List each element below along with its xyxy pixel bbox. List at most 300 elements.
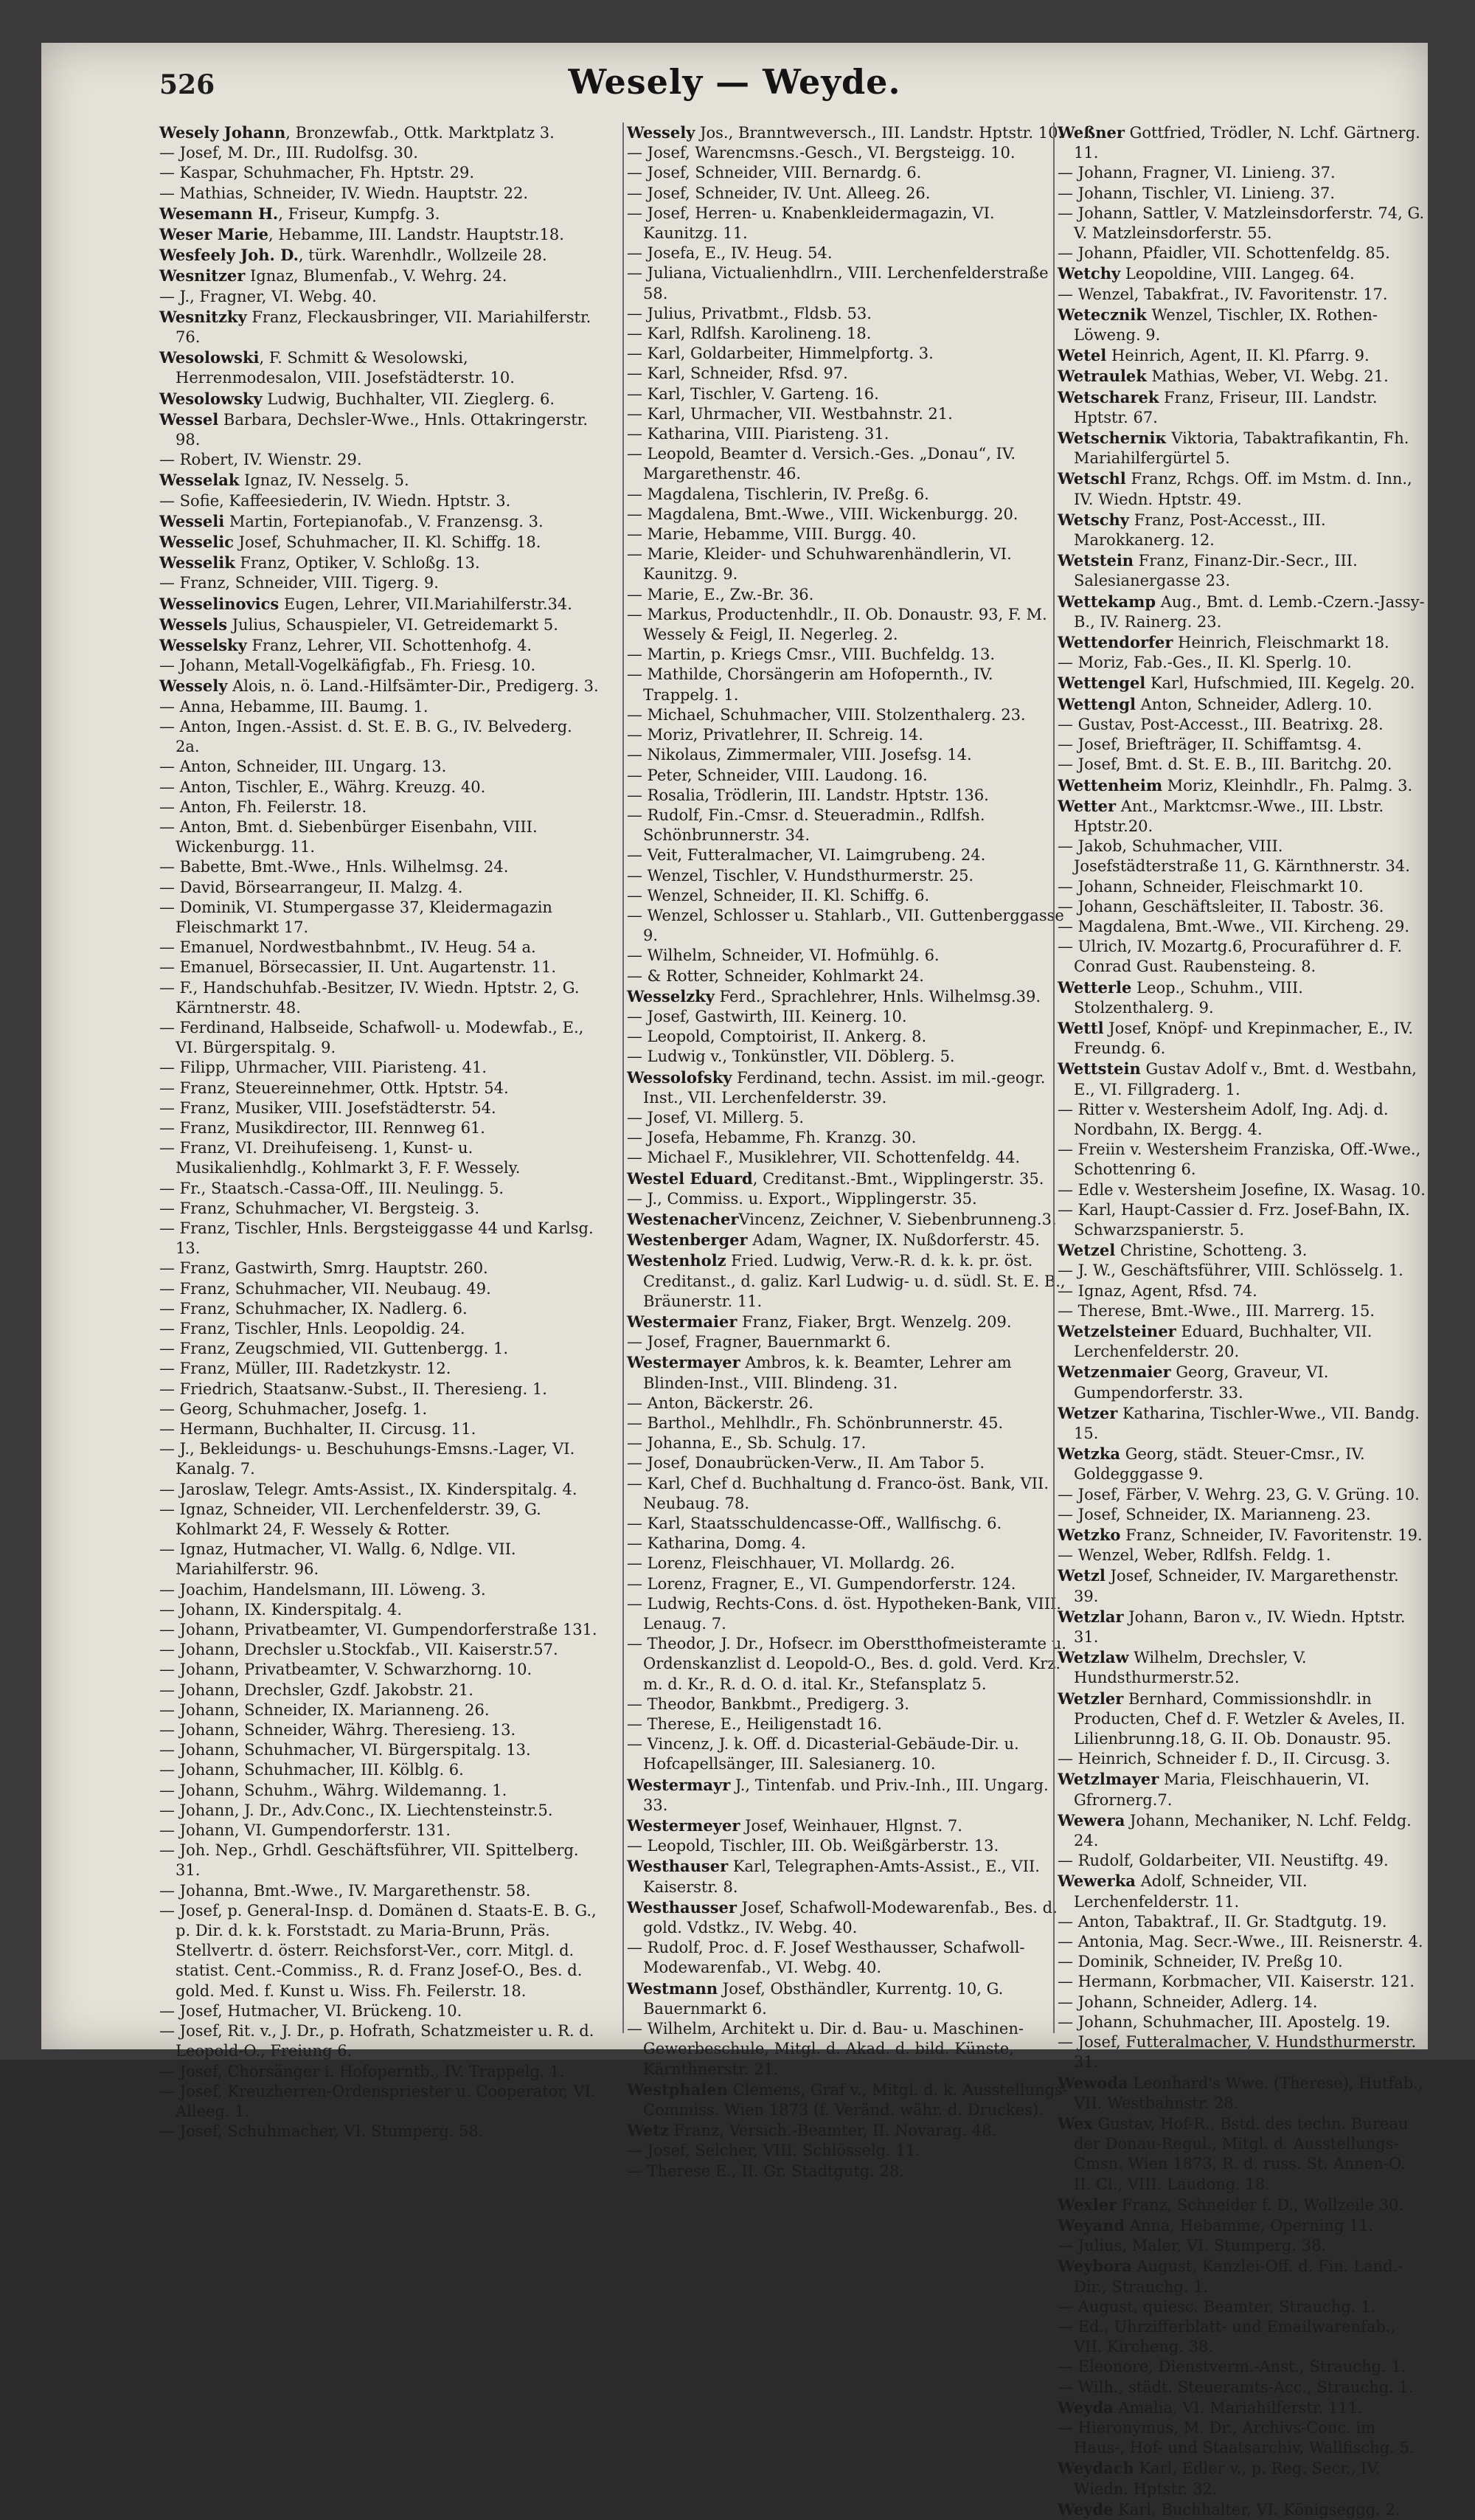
entry-details: — Karl, Haupt-Cassier d. Frz. Josef-Bahn, IX. Schwarzspanierstr. 5. [1058, 1200, 1410, 1239]
entry-surname: Weyde [1058, 2499, 1114, 2519]
directory-entry [159, 878, 600, 898]
entry-surname: Wetscharek [1058, 387, 1159, 406]
entry-surname: Wewoda [1058, 2073, 1128, 2092]
directory-entry [159, 635, 600, 656]
directory-entry [627, 1007, 1068, 1027]
entry-details: Bernhard, Commissionshdlr. in Producten, Chef d. F. Wetzler & Aveles, II. Lilienbrunng.18, G. II. Ob. Donaustr. 95. [1074, 1689, 1406, 1748]
entry-details: Franz, Fiaker, Brgt. Wenzelg. 209. [737, 1312, 1012, 1331]
entry-details: Fried. Ludwig, Verw.-R. d. k. k. pr. öst. Creditanst., d. galiz. Karl Ludwig- u. d. südl. St. E. B., Bräunerstr. 11. [643, 1252, 1066, 1310]
entry-details: — Emanuel, Nordwestbahnbmt., IV. Heug. 54 a. [159, 938, 536, 957]
entry-details: — Mathias, Schneider, IV. Wiedn. Hauptstr. 22. [159, 184, 529, 202]
directory-entry [627, 204, 1068, 243]
entry-details: — Josef, Färber, V. Wehrg. 23, G. V. Grüng. 10. [1058, 1485, 1420, 1503]
entry-surname: Westermaier [627, 1312, 738, 1331]
directory-entry [627, 745, 1068, 765]
entry-details: — Josef, Hutmacher, VI. Brückeng. 10. [159, 2001, 462, 2020]
entry-details: Amalia, VI. Mariahilferstr. 111. [1113, 2398, 1363, 2417]
entry-details: Josef, Schneider, IV. Margarethenstr. 39. [1074, 1567, 1399, 1605]
directory-entry [1058, 1749, 1426, 1769]
entry-details: Franz, Post-Accesst., III. Marokkanerg. 12. [1074, 510, 1326, 550]
entry-surname: Westhausser [627, 1897, 737, 1917]
directory-entry [1058, 428, 1426, 468]
entry-surname: Weydach [1058, 2459, 1134, 2478]
entry-details: — Therese, Bmt.-Wwe., III. Marrerg. 15. [1058, 1301, 1375, 1320]
entry-details: , Hebamme, III. Landstr. Hauptstr.18. [268, 226, 564, 244]
entry-details: — Rosalia, Trödlerin, III. Landstr. Hptstr. 136. [627, 786, 989, 804]
directory-entry [1058, 285, 1426, 305]
entry-details: — Therese E., II. Gr. Stadtgutg. 28. [627, 2161, 904, 2180]
directory-entry [627, 263, 1068, 303]
directory-entry [1058, 2256, 1426, 2296]
directory-entry [159, 1781, 600, 1801]
entry-details: Wilhelm, Drechsler, V. Hundsthurmerstr.52. [1074, 1649, 1307, 1687]
directory-entry [159, 1319, 600, 1339]
directory-entry [159, 1660, 600, 1680]
directory-entry [159, 1680, 600, 1700]
entry-details: — Franz, Schuhmacher, VI. Bergsteig. 3. [159, 1199, 480, 1217]
entry-details: — Johann, Sattler, V. Matzleinsdorferstr. 74, G. V. Matzleinsdorferstr. 55. [1058, 204, 1425, 243]
entry-details: — Josef, Schneider, IV. Unt. Alleeg. 26. [627, 184, 931, 202]
directory-entry [1058, 2317, 1426, 2357]
directory-entry [159, 1841, 600, 1880]
directory-entry [159, 717, 600, 757]
directory-entry [159, 857, 600, 877]
entry-details: Josef, Knöpf- und Krepinmacher, E., IV. Freundg. 6. [1074, 1019, 1414, 1058]
directory-entry [159, 958, 600, 977]
entry-details: — Josef, Schneider, VIII. Bernardg. 6. [627, 164, 922, 182]
entry-details: — Johann, Fragner, VI. Linieng. 37. [1058, 164, 1336, 182]
entry-surname: Wetzlmayer [1058, 1770, 1159, 1789]
directory-entry [627, 364, 1068, 384]
directory-entry [159, 2062, 600, 2082]
directory-entry [1058, 122, 1426, 163]
directory-entry [159, 1540, 600, 1579]
entry-details: — Georg, Schuhmacher, Josefg. 1. [159, 1399, 428, 1418]
directory-entry [1058, 1301, 1426, 1321]
directory-entry [159, 1018, 600, 1058]
entry-surname: Wetter [1058, 796, 1117, 815]
entry-details: — Franz, Tischler, Hnls. Bergsteiggasse 44 und Karlsg. 13. [159, 1219, 594, 1258]
entry-details: — Franz, Musikdirector, III. Rennweg 61. [159, 1118, 485, 1137]
directory-entry [627, 122, 1068, 143]
entry-surname: Wetraulek [1058, 367, 1147, 386]
directory-entry [159, 615, 600, 635]
entry-details: — Johann, Schneider, Währg. Theresieng. 13. [159, 1721, 516, 1740]
entry-surname: Westel Eduard [627, 1169, 753, 1188]
entry-details: — Theodor, J. Dr., Hofsecr. im Oberstthofmeisteramte u. Ordenskanzlist d. Leopold-O., Bes. d. gold. Verd. Krz. m. d. Kr., R. d. O. d. ital. Kr., Stefansplatz 5. [627, 1635, 1066, 1693]
directory-entry [627, 1312, 1068, 1332]
entry-details: — Leopold, Comptoirist, II. Ankerg. 8. [627, 1028, 927, 1046]
entry-surname: Wesselic [159, 533, 234, 552]
entry-surname: Wex [1058, 2114, 1093, 2133]
entry-details: — J., Fragner, VI. Webg. 40. [159, 287, 377, 305]
entry-details: — Marie, E., Zw.-Br. 36. [627, 585, 814, 603]
entry-details: — Anton, Ingen.-Assist. d. St. E. B. G., IV. Belvederg. 2a. [159, 717, 572, 756]
entry-details: Johann, Mechaniker, N. Lchf. Feldg. 24. [1074, 1811, 1412, 1850]
directory-entry [159, 347, 600, 388]
directory-entry [627, 1514, 1068, 1534]
entry-details: — Gustav, Post-Accesst., III. Beatrixg. 28. [1058, 715, 1384, 733]
directory-entry [1058, 1321, 1426, 1362]
page-number: 526 [159, 69, 215, 100]
directory-entry [159, 2001, 600, 2021]
entry-details: — Josefa, Hebamme, Fh. Kranzg. 30. [627, 1129, 917, 1147]
directory-entry [627, 786, 1068, 806]
entry-details: — Ed., Uhrzifferblatt- und Emailwarenfab., VII. Kircheng. 38. [1058, 2317, 1396, 2356]
entry-details: Karl, Telegraphen-Amts-Assist., E., VII. Kaiserstr. 8. [643, 1858, 1040, 1896]
directory-entry [1058, 632, 1426, 653]
entry-details: Ignaz, IV. Nesselg. 5. [239, 471, 409, 490]
entry-surname: Wetzler [1058, 1689, 1124, 1708]
entry-surname: Wessely [159, 676, 228, 696]
directory-entry [159, 757, 600, 777]
entry-details: — Johann, Privatbeamter, V. Schwarzhorng. 10. [159, 1661, 532, 1679]
entry-details: Barbara, Dechsler-Wwe., Hnls. Ottakringerstr. 98. [176, 410, 589, 449]
entry-surname: Wesnitzky [159, 307, 247, 326]
directory-entry [627, 1148, 1068, 1168]
entry-details: — Wenzel, Tabakfrat., IV. Favoritenstr. 17. [1058, 285, 1388, 303]
entry-details: — Juliana, Victualienhdlrn., VIII. Lerchenfelderstraße 58. [627, 264, 1049, 302]
entry-details: — Ignaz, Hutmacher, VI. Wallg. 6, Ndlge. VII. Mariahilferstr. 96. [159, 1540, 516, 1579]
entry-details: — Johann, Schuhmacher, VI. Bürgerspitalg. 13. [159, 1741, 531, 1759]
entry-details: Maria, Fleischhauerin, VI. Gfrornerg.7. [1074, 1770, 1370, 1809]
entry-details: Ignaz, Blumenfab., V. Wehrg. 24. [245, 267, 507, 285]
entry-details: — Wilhelm, Schneider, VI. Hofmühlg. 6. [627, 946, 940, 965]
entry-details: — Joachim, Handelsmann, III. Löweng. 3. [159, 1580, 486, 1599]
entry-details: Katharina, Tischler-Wwe., VII. Bandg. 15. [1074, 1404, 1420, 1442]
directory-entry [1058, 1140, 1426, 1180]
entry-surname: Westermayer [627, 1353, 740, 1372]
directory-entry [627, 1413, 1068, 1433]
entry-details: Franz, Friseur, III. Landstr. Hptstr. 67. [1074, 388, 1378, 426]
entry-details: — Julius, Maler, VI. Stumperg. 38. [1058, 2237, 1327, 2255]
entry-surname: Wettenheim [1058, 775, 1163, 795]
entry-details: , türk. Warenhdlr., Wollzeile 28. [298, 246, 547, 265]
directory-entry [1058, 2357, 1426, 2377]
directory-entry [1058, 715, 1426, 735]
directory-entry [627, 1230, 1068, 1250]
entry-surname: Wesselak [159, 471, 240, 490]
entry-details: — Wilhelm, Architekt u. Dir. d. Bau- u. Maschinen-Gewerbeschule, Mitgl. d. Akad. d. bild. Künste, Kärnthnerstr. 21. [627, 2020, 1024, 2078]
entry-details: — Josef, Futteralmacher, V. Hundsthurmerstr. 31. [1058, 2033, 1417, 2071]
directory-entry [159, 511, 600, 532]
entry-details: — Johann, VI. Gumpendorferstr. 131. [159, 1821, 451, 1840]
entry-details: — Franz, Müller, III. Radetzkystr. 12. [159, 1360, 451, 1378]
entry-details: — Karl, Rdlfsh. Karolineng. 18. [627, 325, 872, 343]
entry-surname: Wesolowsky [159, 389, 263, 408]
entry-details: — Johanna, E., Sb. Schulg. 17. [627, 1434, 867, 1453]
entry-surname: Westenacher [627, 1209, 739, 1228]
directory-entry [159, 1098, 600, 1118]
directory-entry [1058, 837, 1426, 876]
entry-details: Franz, Schneider, IV. Favoritenstr. 19. [1120, 1526, 1423, 1545]
directory-entry [159, 1881, 600, 1901]
directory-entry [627, 906, 1068, 946]
directory-entry [1058, 2195, 1426, 2215]
directory-entry [1058, 468, 1426, 509]
entry-details: — Wilh., städt. Steueramts-Acc., Strauchg. 1. [1058, 2378, 1414, 2396]
entry-details: — Wenzel, Weber, Rdlfsh. Feldg. 1. [1058, 1546, 1331, 1565]
entry-details: — Karl, Tischler, V. Garteng. 16. [627, 384, 879, 403]
directory-entry [159, 1219, 600, 1259]
directory-entry [1058, 1607, 1426, 1647]
directory-entry [159, 2082, 600, 2122]
directory-entry [1058, 1180, 1426, 1200]
directory-entry [627, 485, 1068, 505]
entry-details: Franz, Finanz-Dir.-Secr., III. Salesianergasse 23. [1074, 552, 1358, 590]
entry-details: — Johann, Drechsler u.Stockfab., VII. Kaiserstr.57. [159, 1641, 558, 1659]
directory-entry [627, 1836, 1068, 1856]
entry-details: — Friedrich, Staatsanw.-Subst., II. Theresieng. 1. [159, 1380, 547, 1398]
directory-entry [159, 224, 600, 245]
directory-entry [1058, 1403, 1426, 1444]
entry-details: — Wenzel, Schneider, II. Kl. Schiffg. 6. [627, 886, 930, 904]
entry-details: Christine, Schotteng. 3. [1115, 1242, 1308, 1260]
entry-details: Josef, Weinhauer, Hlgnst. 7. [740, 1817, 962, 1835]
directory-entry [627, 404, 1068, 424]
directory-entry [1058, 673, 1426, 693]
entry-details: — Ludwig v., Tonkünstler, VII. Döblerg. 5. [627, 1048, 955, 1066]
directory-entry [1058, 1018, 1426, 1059]
entry-surname: Wetzlaw [1058, 1648, 1129, 1667]
entry-details: Leop., Schuhm., VIII. Stolzenthalerg. 9. [1074, 978, 1303, 1017]
directory-entry [1058, 694, 1426, 715]
directory-entry [159, 307, 600, 347]
entry-surname: Wetzlar [1058, 1607, 1124, 1626]
entry-details: — Ludwig, Rechts-Cons. d. öst. Hypotheken-Bank, VIII. Lenaug. 7. [627, 1594, 1061, 1633]
entry-surname: Wetzenmaier [1058, 1363, 1171, 1382]
entry-details: — Hermann, Korbmacher, VII. Kaiserstr. 121. [1058, 1973, 1415, 1991]
directory-entry [159, 1118, 600, 1138]
entry-surname: Westermeyer [627, 1816, 740, 1835]
entry-surname: Westenberger [627, 1230, 748, 1250]
directory-entry [1058, 1362, 1426, 1402]
directory-entry [627, 444, 1068, 484]
entry-details: Franz, Lehrer, VII. Schottenhofg. 4. [246, 637, 532, 655]
entry-surname: Westphalen [627, 2080, 728, 2099]
directory-entry [627, 2019, 1068, 2080]
directory-entry [1058, 1993, 1426, 2012]
directory-entry [159, 1439, 600, 1479]
entry-surname: Wesely Johann [159, 123, 286, 142]
entry-details: — Josef, Herren- u. Knabenkleidermagazin, VI. Kaunitzg. 11. [627, 204, 995, 243]
entry-details: — Rudolf, Proc. d. F. Josef Westhausser, Schafwoll-Modewarenfab., VI. Webg. 40. [627, 1939, 1025, 1977]
page-header [41, 58, 1428, 117]
entry-surname: Wettengl [1058, 694, 1136, 713]
entry-surname: Weyand [1058, 2215, 1125, 2235]
entry-surname: Wetchy [1058, 264, 1121, 283]
directory-entry [627, 1433, 1068, 1453]
directory-entry [1058, 204, 1426, 243]
directory-entry [627, 344, 1068, 364]
entry-details: — Anna, Hebamme, III. Baumg. 1. [159, 697, 428, 716]
entry-surname: Westmann [627, 1979, 718, 1998]
directory-entry [1058, 1059, 1426, 1099]
entry-details: — Anton, Bmt. d. Siebenbürger Eisenbahn, VIII. Wickenburgg. 11. [159, 817, 538, 856]
directory-entry [1058, 1689, 1426, 1750]
directory-entry [1058, 937, 1426, 977]
directory-entry [627, 1067, 1068, 1108]
directory-entry [1058, 1100, 1426, 1140]
entry-details: — Emanuel, Börsecassier, II. Unt. Augartenstr. 11. [159, 958, 557, 977]
column-3 [1053, 122, 1426, 2519]
entry-details: — Magdalena, Bmt.-Wwe., VII. Kircheng. 29. [1058, 917, 1410, 935]
entry-details: — Franz, Schuhmacher, VII. Neubaug. 49. [159, 1279, 491, 1298]
directory-entry [159, 697, 600, 717]
entry-surname: Wesselzky [627, 986, 715, 1005]
directory-entry [1058, 510, 1426, 550]
entry-surname: Wetzko [1058, 1526, 1121, 1545]
entry-details: — Robert, IV. Wienstr. 29. [159, 451, 362, 469]
entry-details: — Moriz, Privatlehrer, II. Schreig. 14. [627, 726, 923, 744]
entry-surname: Wetscherniк [1058, 429, 1167, 448]
entry-details: — Anton, Tabaktraf., II. Gr. Stadtgutg. 19. [1058, 1912, 1387, 1931]
directory-entry [1058, 877, 1426, 897]
directory-entry [159, 2021, 600, 2061]
directory-entry [627, 1634, 1068, 1695]
directory-entry [627, 986, 1068, 1007]
entry-details: Ludwig, Buchhalter, VII. Zieglerg. 6. [262, 390, 555, 408]
directory-entry [627, 1554, 1068, 1574]
entry-details: Martin, Fortepianofab., V. Franzensg. 3. [224, 512, 544, 530]
entry-details: Ferd., Sprachlehrer, Hnls. Wilhelmsg.39. [714, 987, 1041, 1005]
entry-details: — Franz, Schuhmacher, IX. Nadlerg. 6. [159, 1299, 468, 1318]
directory-entry [1058, 2215, 1426, 2236]
entry-details: — Franz, Gastwirth, Smrg. Hauptstr. 260. [159, 1259, 488, 1278]
directory-entry [627, 1169, 1068, 1189]
entry-details: — Anton, Schneider, III. Ungarg. 13. [159, 758, 447, 776]
directory-entry [1058, 2458, 1426, 2499]
entry-details: — Leopold, Beamter d. Versich.-Ges. „Donau“, IV. Margarethenstr. 46. [627, 445, 1016, 483]
directory-entry [159, 1299, 600, 1319]
directory-entry [627, 1352, 1068, 1393]
directory-entry [159, 898, 600, 938]
entry-details: — Markus, Productenhdlr., II. Ob. Donaustr. 93, F. M. Wessely & Feigl, II. Negerleg. 2. [627, 605, 1047, 644]
entry-details: Josef, Obsthändler, Kurrentg. 10, G. Bauernmarkt 6. [643, 1979, 1004, 2018]
directory-entry [159, 1640, 600, 1660]
entry-details: — Franz, Musiker, VIII. Josefstädterstr. 54. [159, 1098, 496, 1117]
entry-details: Georg, Graveur, VI. Gumpendorferstr. 33. [1074, 1363, 1329, 1402]
entry-details: Jos., Branntweversch., III. Landstr. Hptstr. 10. [695, 124, 1063, 142]
directory-entry [159, 978, 600, 1018]
entry-surname: Wetz [627, 2121, 669, 2140]
directory-entry [159, 1821, 600, 1841]
entry-details: — Barthol., Mehlhdlr., Fh. Schönbrunnerstr. 45. [627, 1414, 1004, 1432]
entry-surname: Wesselik [159, 553, 235, 572]
entry-details: — Josef, Selcher, VIII. Schlösselg. 11. [627, 2142, 920, 2160]
directory-entry [159, 122, 600, 143]
entry-surname: Wetzel [1058, 1241, 1116, 1260]
directory-entry [1058, 977, 1426, 1018]
entry-details: Eduard, Buchhalter, VII. Lerchenfelderstr. 20. [1074, 1322, 1372, 1361]
directory-entry [1058, 2499, 1426, 2520]
entry-details: — Johann, Schuhmacher, III. Kölblg. 6. [159, 1761, 464, 1779]
directory-entry [159, 778, 600, 797]
directory-entry [1058, 1565, 1426, 1606]
directory-entry [159, 1801, 600, 1821]
entry-details: Josef, Schuhmacher, II. Kl. Schiffg. 18. [233, 533, 541, 552]
directory-entry [1058, 1261, 1426, 1281]
entry-details: — Kaspar, Schuhmacher, Fh. Hptstr. 29. [159, 164, 474, 182]
directory-entry [1058, 1485, 1426, 1505]
directory-entry [1058, 1952, 1426, 1972]
directory-entry [627, 1734, 1068, 1774]
entry-details: — Josef, VI. Millerg. 5. [627, 1108, 805, 1126]
entry-details: Karl, Buchhalter, VI. Königseggg. 2. [1113, 2500, 1401, 2519]
directory-entry [627, 163, 1068, 183]
directory-entry [627, 1250, 1068, 1312]
directory-entry [627, 705, 1068, 725]
entry-details: — Josef, Gastwirth, III. Keinerg. 10. [627, 1007, 907, 1025]
directory-entry [1058, 917, 1426, 937]
entry-details: — Johann, Pfaidler, VII. Schottenfeldg. 85. [1058, 244, 1390, 263]
entry-details: — Vincenz, J. k. Off. d. Dicasterial-Gebäude-Dir. u. Hofcapellsänger, III. Salesianerg. 10. [627, 1735, 1019, 1773]
directory-entry [627, 1189, 1068, 1209]
entry-details: — Rudolf, Fin.-Cmsr. d. Steueradmin., Rdlfsh. Schönbrunnerstr. 34. [627, 806, 985, 845]
directory-entry [1058, 1851, 1426, 1871]
entry-surname: Wetel [1058, 346, 1107, 365]
directory-entry [1058, 2032, 1426, 2072]
directory-entry [1058, 2012, 1426, 2032]
directory-entry [159, 409, 600, 450]
directory-entry [627, 1027, 1068, 1047]
entry-details: — Rudolf, Goldarbeiter, VII. Neustiftg. 49. [1058, 1852, 1389, 1870]
entry-details: — Jakob, Schuhmacher, VIII. Josefstädterstraße 11, G. Kärnthnerstr. 34. [1058, 837, 1410, 876]
directory-entry [159, 1500, 600, 1540]
entry-surname: Wessely [627, 123, 695, 142]
directory-entry [627, 1695, 1068, 1714]
directory-entry [159, 1901, 600, 2001]
directory-entry [159, 938, 600, 958]
entry-details: Josef, Schafwoll-Modewarenfab., Bes. d. gold. Vdstkz., IV. Webg. 40. [643, 1898, 1058, 1937]
entry-details: — Anton, Fh. Feilerstr. 18. [159, 797, 367, 816]
directory-entry [627, 243, 1068, 263]
entry-details: Georg, städt. Steuer-Cmsr., IV. Goldegggasse 9. [1074, 1445, 1365, 1484]
entry-details: Moriz, Kleinhdlr., Fh. Palmg. 3. [1162, 776, 1413, 795]
entry-details: — Wenzel, Tischler, V. Hundsthurmerstr. 25. [627, 866, 974, 885]
directory-entry [159, 1760, 600, 1780]
directory-entry [1058, 653, 1426, 673]
directory-entry [159, 656, 600, 676]
directory-entry [159, 287, 600, 307]
directory-entry [627, 525, 1068, 544]
directory-entry [627, 1594, 1068, 1634]
entry-details: — J. W., Geschäftsführer, VIII. Schlösselg. 1. [1058, 1261, 1403, 1280]
entry-details: — Hermann, Buchhalter, II. Circusg. 11. [159, 1420, 476, 1438]
directory-entry [1058, 1769, 1426, 1810]
entry-details: — Josef, Kreuzherren-Ordenspriester u. Cooperator, VI. Alleeg. 1. [159, 2082, 596, 2120]
entry-surname: Wessels [159, 615, 228, 634]
entry-details: , Creditanst.-Bmt., Wipplingerstr. 35. [752, 1169, 1044, 1188]
entry-details: Heinrich, Agent, II. Kl. Pfarrg. 9. [1106, 347, 1370, 365]
entry-surname: Wesnitzer [159, 266, 246, 285]
entry-details: Karl, Edler v., p. Reg. Secr., IV. Wiedn. Hptstr. 32. [1074, 2460, 1381, 2498]
directory-entry [627, 1534, 1068, 1554]
directory-entry [627, 544, 1068, 584]
entry-details: — Johann, Schneider, IX. Marianneng. 26. [159, 1700, 490, 1719]
directory-entry [1058, 2236, 1426, 2256]
directory-entry [1058, 2398, 1426, 2418]
directory-entry [1058, 366, 1426, 387]
entry-details: — Moriz, Fab.-Ges., II. Kl. Sperlg. 10. [1058, 654, 1352, 672]
directory-entry [627, 424, 1068, 444]
directory-entry [159, 1720, 600, 1740]
entry-details: Wenzel, Tischler, IX. Rothen-Löweng. 9. [1074, 305, 1378, 345]
entry-details: — Nikolaus, Zimmermaler, VIII. Josefsg. 14. [627, 746, 972, 764]
entry-details: Karl, Hufschmied, III. Kegelg. 20. [1145, 674, 1415, 693]
directory-entry [1058, 897, 1426, 917]
entry-details: Anton, Schneider, Adlerg. 10. [1135, 695, 1372, 713]
